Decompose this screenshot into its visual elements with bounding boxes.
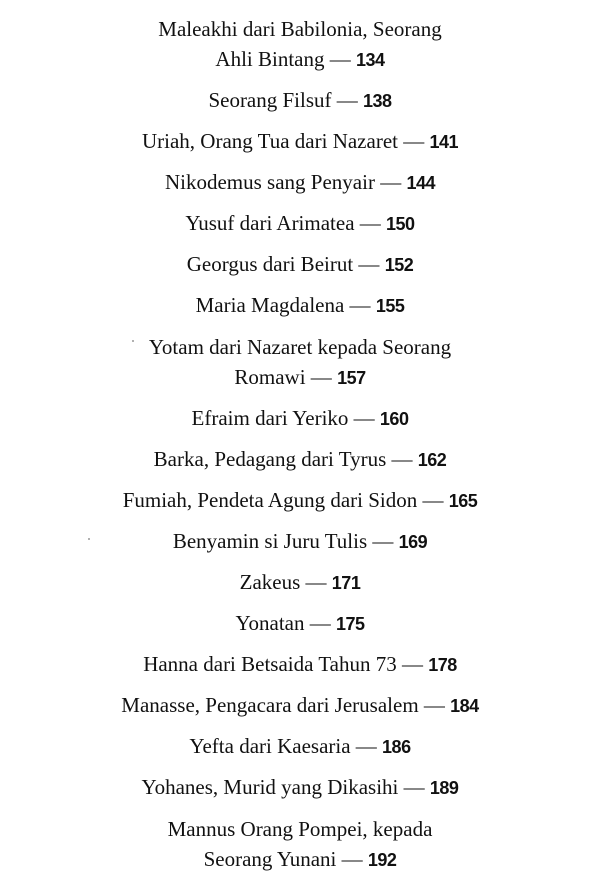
toc-entry-title: Manasse, Pengacara dari Jerusalem — [121,693,451,717]
toc-entry-title: Benyamin si Juru Tulis — [172,529,399,553]
toc-page-number: 155 [375,296,405,316]
toc-entry-hanna [0,650,600,680]
toc-entry-title: Yonatan — [235,611,336,635]
toc-page-number: 141 [429,132,459,152]
toc-entry-title-line1: Maleakhi dari Babilonia, Seorang [158,17,442,41]
toc-entry-georgus [0,250,600,280]
toc-entry-title: Hanna dari Betsaida Tahun 73 — [143,652,429,676]
toc-page-number: 169 [398,532,428,552]
toc-entry-title: Yefta dari Kaesaria — [189,734,383,758]
toc-page-number: 189 [429,778,459,798]
toc-entry-yonatan [0,609,600,639]
toc-page-number: 178 [428,655,457,675]
toc-entry-manasse [0,691,600,721]
toc-entry-title: Barka, Pedagang dari Tyrus — [153,447,418,471]
toc-page-number: 165 [448,491,478,511]
toc-page-number: 144 [406,173,436,193]
toc-page-number: 186 [382,737,411,757]
toc-entry-title-line1: Mannus Orang Pompei, kepada [167,817,433,841]
toc-entry-yohanes [0,773,600,803]
toc-entry-title: Seorang Filsuf — [208,88,364,112]
toc-page-number: 152 [384,255,414,275]
toc-entry-yotam [0,332,600,393]
toc-page-number: 157 [337,368,366,388]
toc-entry-fumiah [0,486,600,516]
toc-entry-title: Georgus dari Beirut — [186,252,385,276]
toc-entry-title: Efraim dari Yeriko — [191,406,380,430]
toc-entry-title-line2: Ahli Bintang — [215,47,357,71]
toc-page-number: 184 [450,696,479,716]
toc-entry-title: Zakeus — [239,570,332,594]
toc-entry-mannus [0,814,600,875]
toc-entry-title: Fumiah, Pendeta Agung dari Sidon — [122,488,449,512]
toc-page-number: 134 [356,50,385,70]
toc-entry-uriah [0,127,600,157]
toc-page-number: 150 [386,214,415,234]
toc-entry-efraim [0,404,600,434]
toc-entry-title: Maria Magdalena — [195,293,376,317]
toc-entry-benyamin [0,527,600,557]
toc-entry-barka [0,445,600,475]
toc-entry-yusuf [0,209,600,239]
toc-entry-maleakhi [0,14,600,75]
toc-page-number: 171 [331,573,361,593]
toc-entry-title-line1: Yotam dari Nazaret kepada Seorang [148,335,452,359]
toc-entry-yefta [0,732,600,762]
toc-entry-title-line2: Seorang Yunani — [203,847,368,871]
toc-entry-seorang-filsuf [0,86,600,116]
toc-entry-maria-magdalena [0,291,600,321]
toc-page-number: 175 [336,614,365,634]
toc-entry-zakeus [0,568,600,598]
toc-entry-title: Yohanes, Murid yang Dikasihi — [141,775,430,799]
toc-entry-title: Uriah, Orang Tua dari Nazaret — [141,129,430,153]
toc-page-number: 192 [367,850,397,870]
table-of-contents [0,14,600,886]
toc-entry-nikodemus [0,168,600,198]
toc-page-number: 160 [379,409,409,429]
paper-speck [132,340,134,342]
toc-entry-title-line2: Romawi — [234,365,338,389]
toc-page-number: 138 [363,91,392,111]
paper-speck [88,538,90,540]
toc-entry-title: Nikodemus sang Penyair — [164,170,407,194]
toc-page-number: 162 [417,450,447,470]
toc-entry-title: Yusuf dari Arimatea — [185,211,387,235]
